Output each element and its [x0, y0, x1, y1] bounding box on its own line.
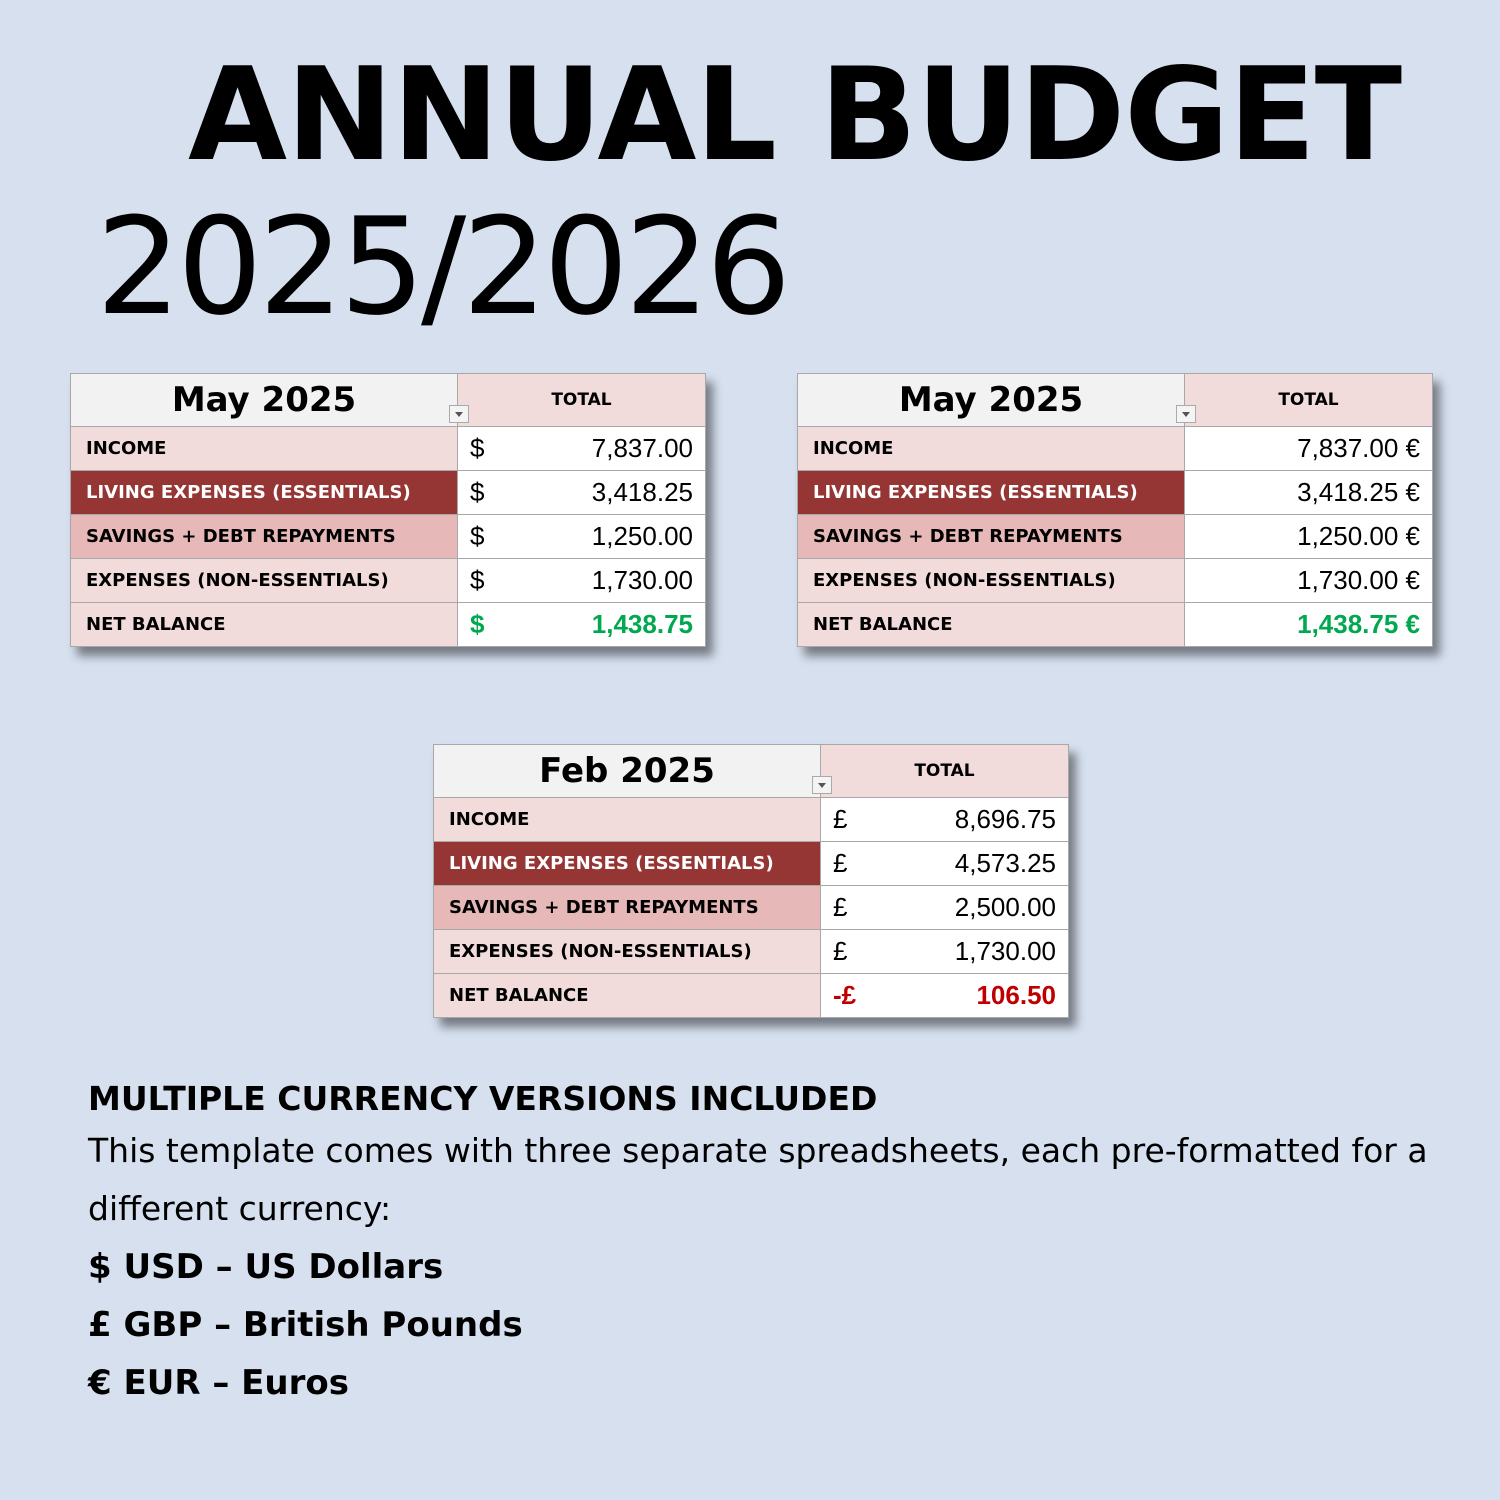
total-header: TOTAL — [821, 745, 1068, 797]
row-label: SAVINGS + DEBT REPAYMENTS — [434, 886, 821, 929]
filter-dropdown-icon[interactable] — [812, 776, 832, 794]
value-cell[interactable] — [821, 842, 1068, 885]
amount: 7,837.00 — [591, 433, 693, 463]
budget-sheet-gbp — [433, 744, 1069, 1018]
net-balance-value[interactable] — [1185, 603, 1432, 646]
table-row-income — [798, 427, 1432, 471]
filter-dropdown-icon[interactable] — [449, 405, 469, 423]
row-label: NET BALANCE — [798, 603, 1185, 646]
table-row-savings — [798, 515, 1432, 559]
row-label: EXPENSES (NON-ESSENTIALS) — [434, 930, 821, 973]
amount: 1,250.00 — [591, 521, 693, 551]
table-row-income — [71, 427, 705, 471]
amount: 1,438.75 — [591, 609, 693, 639]
currency-symbol: $ — [470, 433, 485, 463]
value-cell[interactable] — [1185, 471, 1432, 514]
row-label: EXPENSES (NON-ESSENTIALS) — [798, 559, 1185, 602]
budget-sheet-eur — [797, 373, 1433, 647]
table-row-non-essentials — [798, 559, 1432, 603]
table-row-living-expenses — [434, 842, 1068, 886]
table-row-income — [434, 798, 1068, 842]
table-row-non-essentials — [434, 930, 1068, 974]
month-label: May 2025 — [898, 380, 1084, 420]
currency-symbol: £ — [833, 804, 848, 834]
amount: 1,730.00 — [591, 565, 693, 595]
page-subtitle-years: 2025/2026 — [96, 189, 788, 345]
amount: 8,696.75 — [954, 804, 1056, 834]
value-cell[interactable] — [458, 515, 705, 558]
value-cell[interactable] — [1185, 427, 1432, 470]
row-label: INCOME — [798, 427, 1185, 470]
currency-item-eur: € EUR – Euros — [88, 1363, 349, 1403]
value-cell[interactable] — [821, 886, 1068, 929]
currency-symbol: $ — [470, 477, 485, 507]
month-label: Feb 2025 — [539, 751, 715, 791]
page-title: ANNUAL BUDGET — [188, 41, 1402, 190]
currency-symbol: -£ — [833, 980, 857, 1010]
value-cell[interactable] — [458, 427, 705, 470]
row-label: SAVINGS + DEBT REPAYMENTS — [798, 515, 1185, 558]
amount: 3,418.25 — [591, 477, 693, 507]
currency-symbol: $ — [470, 565, 485, 595]
amount: 1,730.00 — [954, 936, 1056, 966]
value-cell[interactable] — [1185, 515, 1432, 558]
info-description: This template comes with three separate spreadsheets, each pre-formatted for a different currency: — [88, 1131, 1428, 1228]
month-cell — [434, 745, 821, 797]
value-cell[interactable] — [458, 471, 705, 514]
amount: 3,418.25 € — [1297, 477, 1420, 507]
currency-symbol: $ — [470, 521, 485, 551]
currency-symbol: $ — [470, 609, 485, 639]
net-balance-value[interactable] — [458, 603, 705, 646]
month-label: May 2025 — [171, 380, 357, 420]
total-header: TOTAL — [458, 374, 705, 426]
amount: 4,573.25 — [954, 848, 1056, 878]
table-row-savings — [71, 515, 705, 559]
table-row-savings — [434, 886, 1068, 930]
amount: 2,500.00 — [954, 892, 1056, 922]
table-row-net-balance — [434, 974, 1068, 1017]
currency-item-usd: $ USD – US Dollars — [88, 1247, 444, 1287]
row-label: NET BALANCE — [434, 974, 821, 1017]
currency-symbol: £ — [833, 848, 848, 878]
month-cell — [71, 374, 458, 426]
amount: 106.50 — [976, 980, 1056, 1010]
value-cell[interactable] — [821, 798, 1068, 841]
value-cell[interactable] — [458, 559, 705, 602]
row-label: INCOME — [434, 798, 821, 841]
row-label: LIVING EXPENSES (ESSENTIALS) — [71, 471, 458, 514]
row-label: NET BALANCE — [71, 603, 458, 646]
total-header: TOTAL — [1185, 374, 1432, 426]
currency-symbol: £ — [833, 892, 848, 922]
sheet-header — [71, 374, 705, 427]
row-label: LIVING EXPENSES (ESSENTIALS) — [434, 842, 821, 885]
table-row-net-balance — [71, 603, 705, 646]
amount: 1,730.00 € — [1297, 565, 1420, 595]
info-heading: MULTIPLE CURRENCY VERSIONS INCLUDED — [88, 1079, 878, 1118]
amount: 1,438.75 € — [1297, 609, 1420, 639]
value-cell[interactable] — [821, 930, 1068, 973]
net-balance-value[interactable] — [821, 974, 1068, 1017]
amount: 7,837.00 € — [1297, 433, 1420, 463]
sheet-header — [798, 374, 1432, 427]
table-row-non-essentials — [71, 559, 705, 603]
amount: 1,250.00 € — [1297, 521, 1420, 551]
sheet-header — [434, 745, 1068, 798]
row-label: SAVINGS + DEBT REPAYMENTS — [71, 515, 458, 558]
row-label: EXPENSES (NON-ESSENTIALS) — [71, 559, 458, 602]
currency-info — [88, 1076, 1428, 1412]
row-label: LIVING EXPENSES (ESSENTIALS) — [798, 471, 1185, 514]
table-row-living-expenses — [798, 471, 1432, 515]
filter-dropdown-icon[interactable] — [1176, 405, 1196, 423]
currency-symbol: £ — [833, 936, 848, 966]
table-row-net-balance — [798, 603, 1432, 646]
budget-sheet-usd — [70, 373, 706, 647]
value-cell[interactable] — [1185, 559, 1432, 602]
table-row-living-expenses — [71, 471, 705, 515]
currency-item-gbp: £ GBP – British Pounds — [88, 1305, 523, 1345]
row-label: INCOME — [71, 427, 458, 470]
month-cell — [798, 374, 1185, 426]
